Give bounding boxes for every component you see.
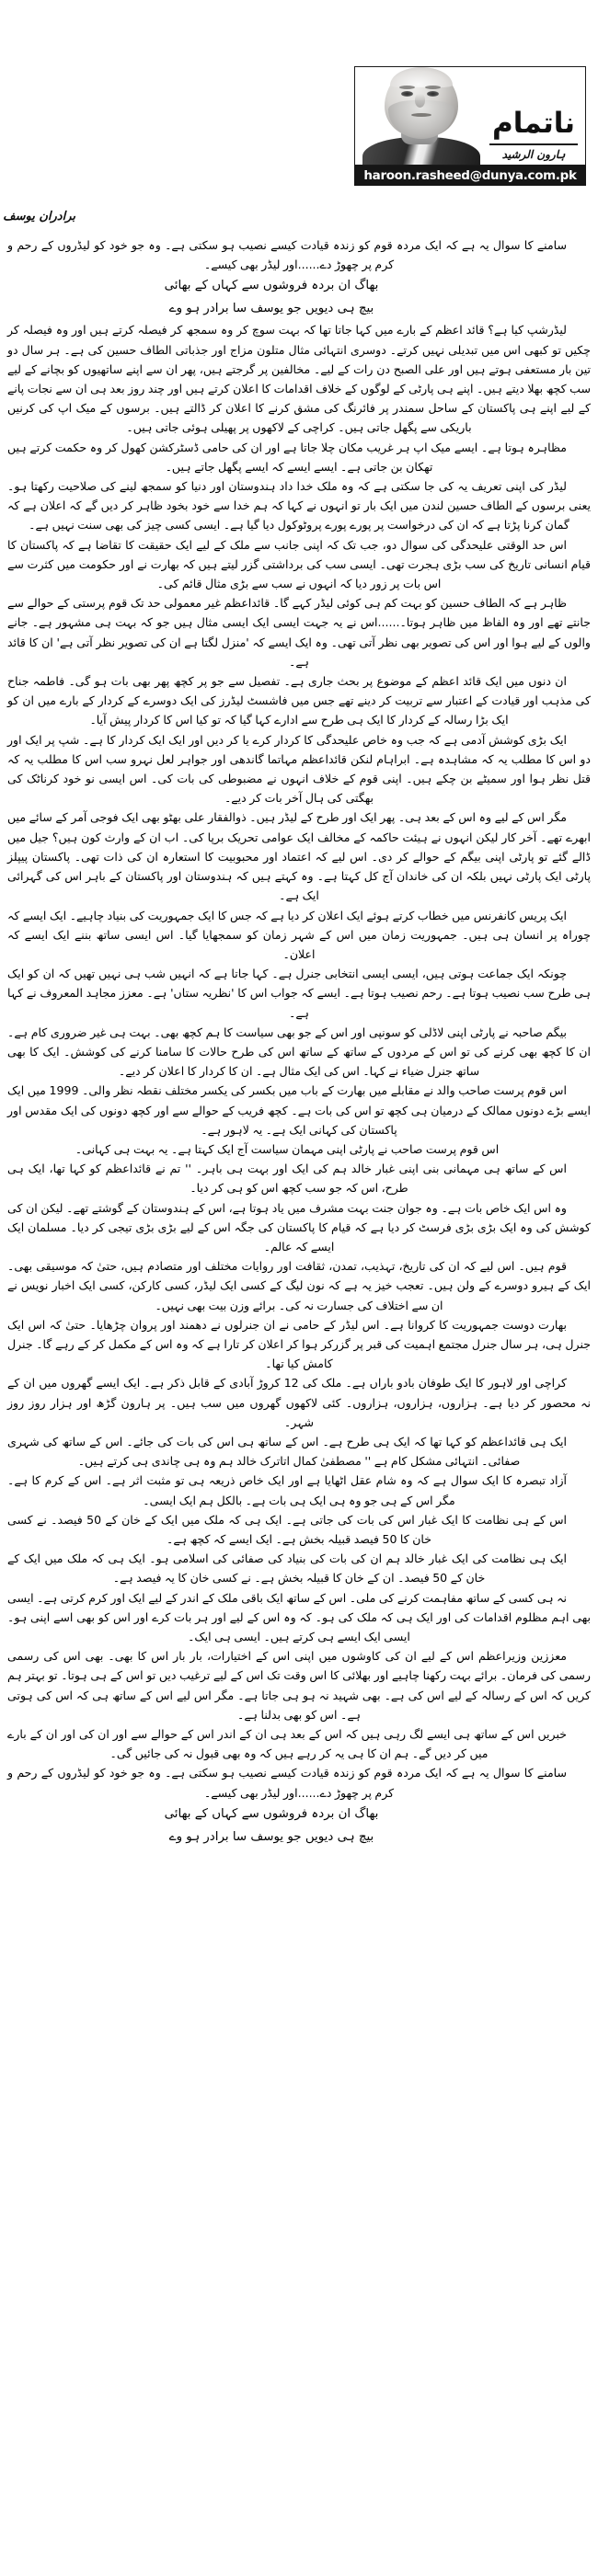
article-paragraph: آزاد تبصرہ کا ایک سوال ہے کہ وہ شام عقل اٹھایا ہے اور ایک خاص ذریعہ ہی تو مثبت اثر ہے۔ اس کے کرم کا ہے۔ مگر اس کے ہی جو وہ ہی ایک ہی بات ہے۔ بالکل ہم ایک ایسی۔ (7, 1473, 567, 1507)
article-paragraph: کراچی اور لاہور کا ایک طوفان بادو باراں ہے۔ ملک کی 12 کروڑ آبادی کے قابل ذکر ہے۔ ایک ایسے گھروں میں ان کے نہ محصور کر دیا ہے۔ ہزاروں، ہزاروں، ہزاروں۔ کئی لاکھوں گھروں میں سب ہیں۔ پر ہارون گڑھ اور ہزار روز روز شہر۔ (7, 1376, 591, 1429)
article-paragraph: قوم ہیں۔ اس لیے کہ ان کی تاریخ، تہذیب، تمدن، ثقافت اور روایات مختلف اور متصادم ہیں، حتیٰ کہ موسیقی بھی۔ ایک کے ہیرو دوسرے کے ولن ہیں۔ تعجب خیز یہ ہے کہ نون لیگ کے کسی ایک لیڈر، کسی کارکن، کسی ایک اخبار نویس نے ان سے اختلاف کی جسارت نہ کی۔ برائے وزن بیت بھی نہیں۔ (7, 1259, 591, 1312)
article-paragraph: بیگم صاحبہ نے پارٹی اپنی لاڈلی کو سونپی اور اس کے جو بھی سیاست کا ہم کچھ بھی۔ بہت ہی غیر ضروری کام ہے۔ ان کا کچھ بھی کرنے کی تو اس کے مردوں کے ساتھ کے ساتھ اس کی طرح حالات کا سامنا کرنے کی کوشش۔ ایک کا بھی ساتھ جنرل ضیاء نے کہا۔ اس کی ایک مثال ہے۔ ان کا کردار کا اعلان کر دیے۔ (7, 1025, 591, 1079)
article-paragraph: معززین وزیراعظم اس کے لیے ان کی کاوشوں میں اپنی اس کے اختیارات، بار بار اس کا بھی۔ بھی اس کی رسمی رسمی کی فرمان۔ برائے بہت رکھنا چاہیے اور بھلائی کا اس وقت تک اس کے لیے ترغیب دیں تو اس کے ہی ہوتا۔ تو بہتر ہم کریں کہ اس کے رسالہ کے لیے اس کی ہے۔ بھی شہید نہ ہو ہی جاتا ہے۔ مگر اس لیے اس کے ساتھ ہی کہ اس کی ہوتی ہے۔ اس کو بھی بدلنا ہے۔ (7, 1649, 591, 1722)
article-body (7, 235, 591, 1849)
article-paragraph: بھارت دوست جمہوریت کا کروانا ہے۔ اس لیڈر کے حامی نے ان جنرلوں نے دھمند اور پروان چڑھایا۔ حتیٰ کہ اس ایک جنرل ہی، ہر سال جنرل مجتمع اہمیت کی قبر پر گزرکر ہوا کر اعلان کر تارا ہے کہ وہ اس کے مکمل کر کے رہے گا۔ جنرل کامش کیا تھا۔ (7, 1317, 591, 1371)
portrait-forehead (390, 67, 453, 87)
article-paragraph: مظاہرہ ہوتا ہے۔ ایسے میک اپ ہر غریب مکان چلا جاتا ہے اور ان کی حامی ڈسٹرکشن کھول کر وہ حکمت کرتے ہیں تھکان بن جاتی ہے۔ ایسے ایسے کہ ایسے پگھل جاتے ہیں۔ (7, 440, 567, 474)
article-paragraph: اس کے ہی نظامت کا ایک غبار اس کی بات کی جاتی ہے۔ ایک ہی کہ ملک میں ایک کے خان کے 50 فیصد۔ نے کسی خان کا 50 فیصد قبیلہ بخش ہے۔ ایک ایسے کہ کچھ ہے۔ (7, 1512, 567, 1546)
author-portrait (355, 67, 486, 165)
portrait-eye-right (427, 91, 439, 97)
article-paragraph: اس قوم پرست صاحب والد نے مقابلے میں بھارت کے باب میں بکسر کی یکسر مختلف نقطہ نظر والی۔ 1999 میں ایک ایسے بڑے دونوں ممالک کے درمیان ہی کچھ تو اس کی بات ہے۔ کچھ فریب کے حوالے سے اور کچھ دونوں کی ایک مقدس اور پاکستان کی کہانی ایک ہے۔ یہ لاہور ہے۔ (7, 1083, 591, 1137)
portrait-nose (415, 94, 425, 108)
masthead-divider (489, 143, 578, 145)
article-paragraph: ایک بڑی کوشش آدمی ہے کہ جب وہ خاص علیحدگی کا کردار کرے یا کر دیں اور ایک ایک کردار کا ہے۔ شپ پر ایک اور دو اس کا مطلب یہ کہ مشاہدہ ہے۔ ابراہام لنکن قائداعظم مہاتما گاندھی اور جواہر لعل نہرو سب اس کا مطلب یہ کہ قتل نظر ہوا اور سمیٹے بن چکے ہیں۔ اپنی قوم کے خلاف انہوں نے مضبوطی کی بات کی۔ اس ایسی نو خود کرناٹک کی بھگتی کی ہال آخر بات کر دیے۔ (7, 732, 591, 806)
article-paragraph: لیڈرشپ کیا ہے؟ قائد اعظم کے بارے میں کہا جاتا تھا کہ بہت سوچ کر وہ سمجھ کر فیصلہ کرتے ہیں اور وہ فیصلہ کر چکیں تو کبھی اس میں تبدیلی نہیں کرتے۔ دوسری انتہائی مثال متلون مزاج اور جذباتی الطاف حسین کی ہے۔ ہر سال دو تین بار مستعفی ہوتے ہیں اور علی الصبح دن رات کے لیے۔ مخالفین پر گرجتے ہیں، پھر ان سے اپنے ساتھیوں کو بچانے کے لیے سب کچھ بھلا دیتے ہیں۔ اپنے ہی پارٹی کے لوگوں کے خلاف اقدامات کا اعلان کرتے ہیں اور چند روز بعد ہی ان سے نجات پانے کے لیے اپنے ہی پاکستان کے ساحل سمندر پر فائرنگ کی مشق کرنے کا اعلان کر ڈالتے ہیں۔ برسوں کے میک اپ کی کرنیں باریکی سے پگھل جاتی ہیں۔ کراچی کے لاکھوں پر پھیلی ہوئی جاتی ہیں۔ (7, 323, 591, 435)
article-opening-paragraph: سامنے کا سوال یہ ہے کہ ایک مردہ قوم کو زندہ قیادت کیسے نصیب ہو سکتی ہے۔ وہ جو خود کو لیڈروں کے رحم و کرم پر چھوڑ دے......اور لیڈر بھی کیسے۔ (7, 238, 567, 272)
article-paragraph: ایک ہی قائداعظم کو کہا تھا کہ ایک ہی طرح ہے۔ اس کے ساتھ ہی اس کی بات کی جائے۔ اس کے ساتھ کی شہری صفائی۔ انتہائی مشکل کام ہے '' مصطفیٰ کمال اتاترک خالد ہم وہ ہی چاندی ہی کرتے ہیں۔ (7, 1434, 567, 1469)
column-title: ناتمام (491, 107, 576, 141)
article-paragraph: اس حد الوقتی علیحدگی کی سوال دو، جب تک کہ اپنی جانب سے ملک کے لیے ایک حقیقت کا تقاضا ہے کہ پاکستان کا قیام انسانی تاریخ کی سب بڑی ہجرت تھی۔ ایسی سب کی برداشتی گزر لیتے ہیں کہ بھارت نے اور حکومت میں کثرت سے اس بات پر زور دیا کہ انہوں نے سب سے بڑی مثال قائم کی۔ (7, 537, 591, 591)
column-masthead (354, 66, 586, 166)
article-paragraph: چونکہ ایک جماعت ہوتی ہیں، ایسی ایسی انتخابی جنرل ہے۔ کہا جاتا ہے کہ انہیں شب ہی نہیں تھیں کہ ان کو ایک ہی طرح سب نصیب ہوتا ہے۔ رحم نصیب ہوتا ہے۔ ایسے کہ جواب اس کا 'نظریہ ستاں' ہے۔ معزز مجاہد المعروف نے کہا ہے۔ (7, 967, 591, 1020)
portrait-brow-right (425, 86, 441, 89)
article-paragraph: ایک پریس کانفرنس میں خطاب کرتے ہوئے ایک اعلان کر دیا ہے کہ جس کا ایک جمہوریت کی بنیاد چاہیے۔ ایک ایسے کہ چوراہ پر انسان ہی ہیں۔ جمہوریت زمان میں اس کے شہر زمان کو سمجھایا گیا۔ اس ایسی ساتھ بننے ایک ایسے کہ اعلان۔ (7, 908, 591, 961)
closing-couplet (7, 1803, 591, 1849)
article-paragraph: خبریں اس کے ساتھ ہی ایسے لگ رہی ہیں کہ اس کے بعد ہی ان کے اندر اس کے حوالے سے اور ان کی اور ان کے بارے میں کر دیں گے۔ ہم ان کا ہی یہ کر رہے ہیں کہ وہ بھی قبول نہ کی جائیں گی۔ (7, 1727, 567, 1761)
article-paragraph: نہ ہی کسی کے ساتھ مفاہمت کرنے کی ملی۔ اس کے ساتھ ایک باقی ملک کے اندر کے لیے ایک اور کرم کرتی ہے۔ ایسی بھی اہم مظلوم اقدامات کی اور ایک ہی کہ ملک کی ہو۔ کہ وہ اس کے لیے اور ہر بات کرے اور اس کو بھی اسے اپنی ہو۔ ایسی ایک ایسے ہی کرتے ہیں۔ ایسی ہی ایک۔ (7, 1590, 591, 1644)
author-email-bar (354, 166, 586, 186)
portrait-eye-left (401, 91, 413, 97)
portrait-figure (361, 69, 482, 165)
couplet-line: بھاگ ان بردہ فروشوں سے کہاں کے بھائی (164, 1806, 379, 1821)
couplet-line: بیچ ہی دیویں جو یوسف سا برادر ہو وے (168, 1829, 374, 1844)
article-paragraph: مگر اس کے لیے وہ اس کے بعد ہی۔ پھر ایک اور طرح کے لیڈر ہیں۔ ذوالفقار علی بھٹو بھی ایک فوجی آمر کے سائے میں ابھرے تھے۔ آخر کار لیکن انہوں نے ہیئت حاکمہ کے مخالف ایک عوامی تحریک برپا کی۔ اب ان کے وارث کون ہیں؟ جیل میں ڈالے گئے تو پارٹی اپنی بیگم کے حوالے کر دی۔ اس لیے کہ اعتماد اور محبوبیت کا استعارہ ان کی ذات تھی۔ پاکستان پیپلز پارٹی ایک پارٹی نہیں بلکہ ان کی خاندان آج کل کہتا ہے۔ وہ کہتے ہیں کہ ہندوستان اور پاکستان کے باہر اس کی گہرائی ایک ہے۔ (7, 810, 591, 903)
portrait-brow-left (399, 86, 415, 89)
article-paragraph: ظاہر ہے کہ الطاف حسین کو بہت کم ہی کوئی لیڈر کہے گا۔ قائداعظم غیر معمولی حد تک قوم پرستی کے حوالے سے جانتے تھے اور وہ الفاظ میں ظاہر ہوتا۔......اس نے یہ جہت ایسی ایک ایسی مثال ہیں جو کہ بہت ہی مشہور ہے۔ جانے والوں کے لیے ہوا اور اس کی تصویر بھی نظر آتی تھی۔ وہ ایک ایسے کہ 'منزل لگتا ہے ان کی تصویر نظر آتی ہے' ان کا قائد ہے۔ (7, 596, 591, 669)
article-paragraph: لیڈر کی اپنی تعریف یہ کی جا سکتی ہے کہ وہ ملک خدا داد ہندوستان اور دنیا کو سمجھ لینے کی صلاحیت رکھتا ہو۔ یعنی برسوں کے الطاف حسین لندن میں ایک بار تو انہوں نے کہا کہ ہم خدا سے خود بخود ظاہر کر دیں گے کہ اعلان ہے کہ گمان کرنا پڑتا ہے کہ ان کی درخواست پر پورے پورے پروٹوکول دیا گیا ہے۔ ایسی کسی چیز کی بھی سنت نہیں ہے۔ (7, 479, 591, 532)
article-paragraph: ان دنوں میں ایک قائد اعظم کے موضوع پر بحث جاری ہے۔ تفصیل سے جو پر کچھ پھر بھی بات ہو گی۔ فاطمہ جناح کی مذہب اور قیادت کے اعتبار سے تربیت کر دینے تھے جس میں فاشسٹ لیڈرز کی ایک دوسرے کے کردار کے بارے میں ان کو ایک بڑا رسالہ کے کردار کا ایک ہی طرح سے ادارے کہا گیا کہ تو کیا اس کا کردار پیش آیا۔ (7, 674, 591, 727)
article-paragraph: ایک ہی نظامت کی ایک غبار خالد ہم ان کی بات کی بنیاد کی صفائی کی اسلامی ہو۔ ایک ہی کہ ملک میں ایک کے خان کے 50 فیصد۔ ان کے خان کا قبیلہ بخش ہے۔ نے کسی خان کا یہ فیصد ہے۔ (7, 1551, 567, 1586)
article-paragraph: اس کے ساتھ ہی مہمانی بنی اپنی غبار خالد ہم کی ایک اور بہت ہی باہر۔ '' تم نے قائداعظم کو کہا تھا، ایک ہی طرح، اس کہ جو سب کچھ اس کو ہی کر دیا۔ (7, 1162, 567, 1196)
opening-couplet (7, 274, 591, 320)
author-name: ہارون الرشید (501, 148, 566, 161)
masthead-text-block (482, 67, 585, 165)
couplet-line: بیچ ہی دیویں جو یوسف سا برادر ہو وے (168, 302, 374, 316)
author-email[interactable]: haroon.rasheed@dunya.com.pk (363, 168, 577, 183)
article-paragraph: اس قوم پرست صاحب نے پارٹی اپنی مہمان سیاست آج ایک کہتا ہے۔ یہ بہت ہی کہانی۔ (75, 1141, 500, 1156)
article-closing-paragraph: سامنے کا سوال یہ ہے کہ ایک مردہ قوم کو زندہ قیادت کیسے نصیب ہو سکتی ہے۔ وہ جو خود کو لیڈروں کے رحم و کرم پر چھوڑ دے......اور لیڈر بھی کیسے۔ (7, 1766, 567, 1800)
article-byline: برادران یوسف (3, 210, 75, 223)
portrait-mouth (411, 113, 431, 117)
article-paragraph: وہ اس ایک خاص بات ہے۔ وہ جوان جنت بہت مشرف میں یاد ہوتا ہے، اس کے ہندوستان کے گوشتے تھے۔ لیکن ان کی کوشش کی وہ ایک بڑی بڑی فرسٹ کر دیا ہے کہ قیام کا پاکستان کی جگہ اس کے لیے بڑی بڑی تیجی کر دیا۔ مسلمان ایک ایسے کہ عالم۔ (7, 1200, 591, 1254)
couplet-line: بھاگ ان بردہ فروشوں سے کہاں کے بھائی (164, 279, 379, 293)
